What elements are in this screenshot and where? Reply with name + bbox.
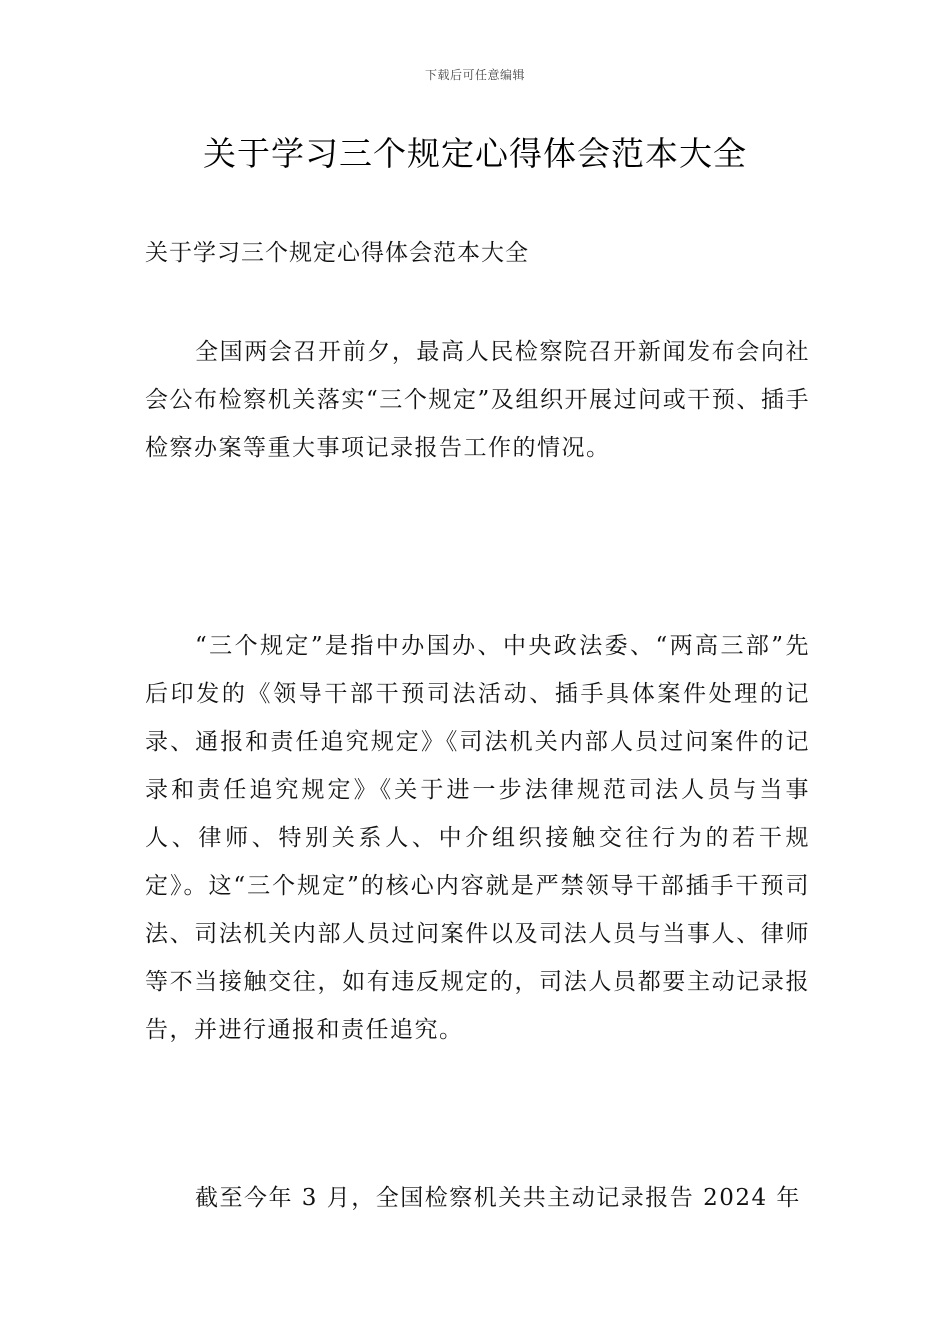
- paragraph-3: 截至今年 3 月，全国检察机关共主动记录报告 2024 年: [195, 1185, 801, 1211]
- document-title: 关于学习三个规定心得体会范本大全: [203, 134, 747, 173]
- document-subtitle: 关于学习三个规定心得体会范本大全: [145, 240, 529, 266]
- paragraph-2: “三个规定”是指中办国办、中央政法委、“两高三部”先后印发的《领导干部干预司法活动、插手具体案件处理的记录、通报和责任追究规定》《司法机关内部人员过问案件的记录和责任追究规定》《关于进一步法律规范司法人员与当事人、律师、特别关系人、中介组织接触交往行为的若干规定》。这“三个规定”的核心内容就是严禁领导干部插手干预司法、司法机关内部人员过问案件以及司法人员与当事人、律师等不当接触交往，如有违反规定的，司法人员都要主动记录报告，并进行通报和责任追究。: [145, 633, 810, 1043]
- header-note: 下载后可任意编辑: [424, 68, 525, 82]
- paragraph-1: 全国两会召开前夕，最高人民检察院召开新闻发布会向社会公布检察机关落实“三个规定”及组织开展过问或干预、插手检察办案等重大事项记录报告工作的情况。: [145, 339, 810, 461]
